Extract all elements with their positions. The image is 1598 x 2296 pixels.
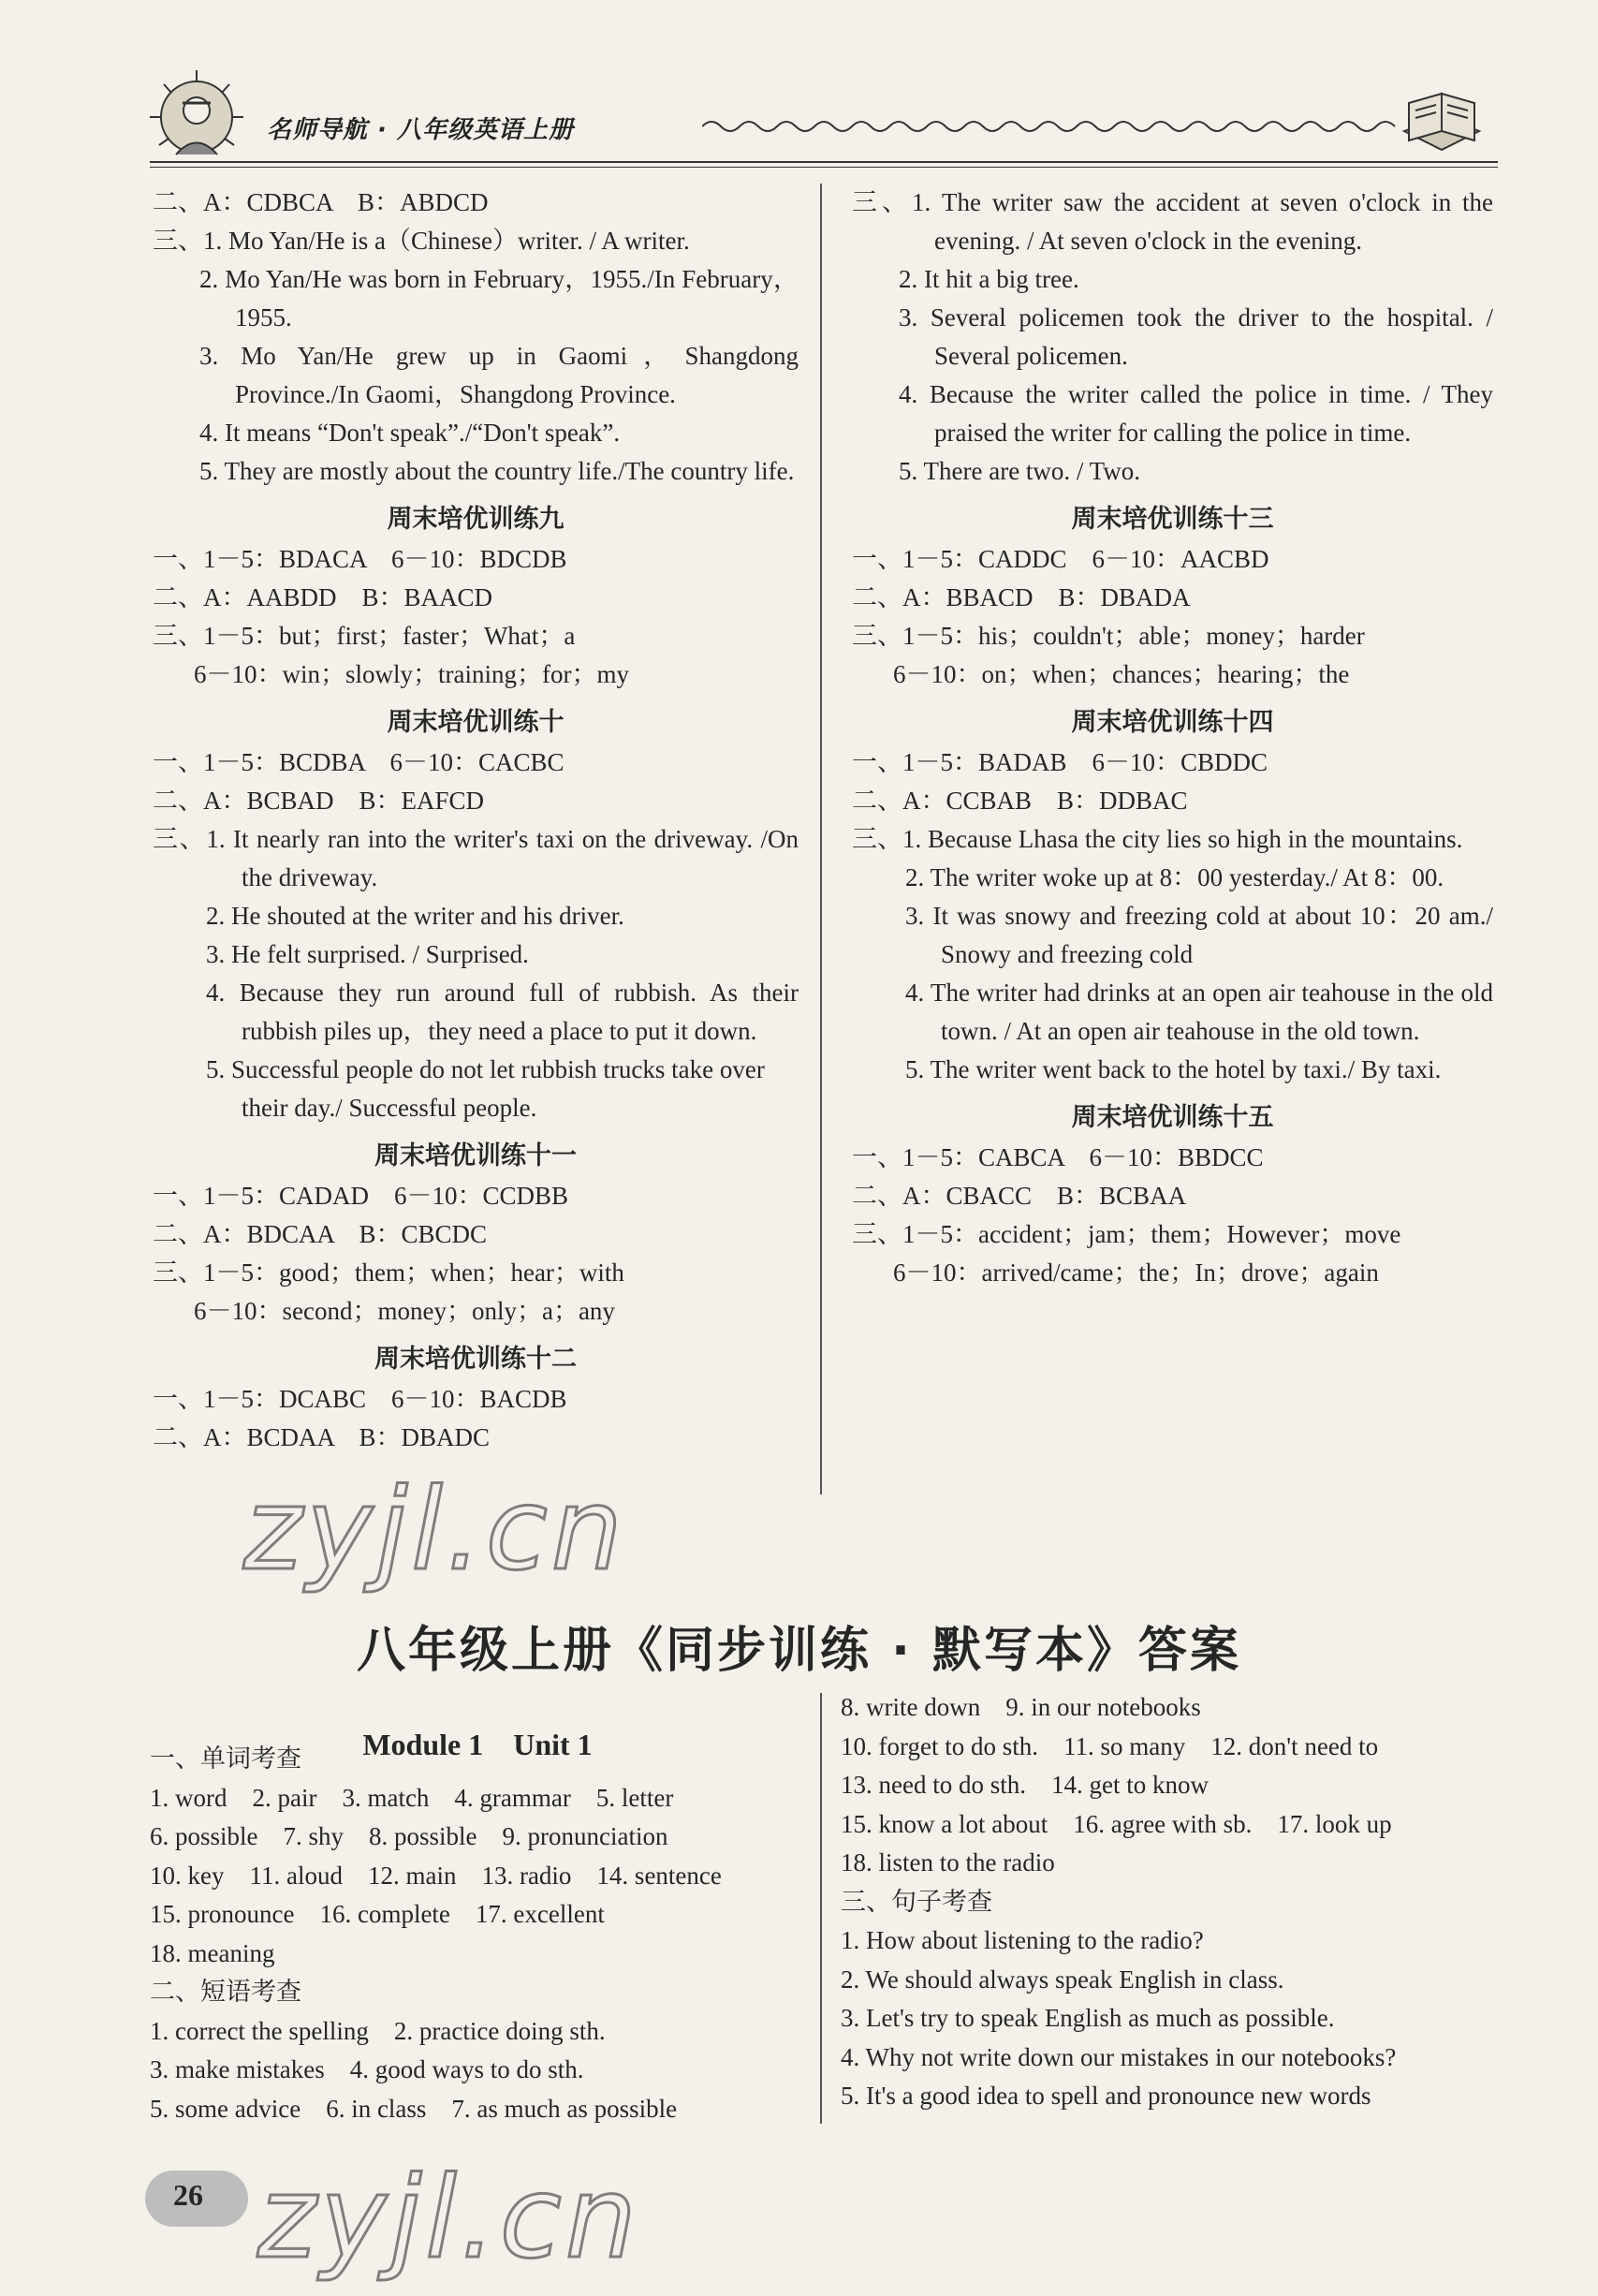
answer-line: 8. write down 9. in our notebooks [841, 1693, 1201, 1721]
dictation-left-column [150, 1740, 805, 2128]
answer-line: 一、1－5：BCDBA 6－10：CACBC [153, 748, 564, 776]
section-title: 周末培优训练十一 [374, 1141, 577, 1170]
answer-line: 6－10：second；money；only；a；any [194, 1297, 615, 1325]
answer-line: 三、1. Mo Yan/He is a（Chinese）writer. / A writer. [153, 227, 690, 255]
dictation-right-column [841, 1688, 1496, 2116]
answer-line: 二、A：CCBAB B：DDBAC [852, 787, 1188, 815]
module-title: Module 1 Unit 1 [362, 1728, 593, 1761]
answer-line: 三、1－5：his；couldn't；able；money；harder [852, 622, 1365, 650]
answer-line: 一、1－5：DCABC 6－10：BACDB [153, 1385, 567, 1413]
answer-line: 3. Let's try to speak English as much as possible. [841, 2004, 1335, 2032]
answer-line: 三、1. Because Lhasa the city lies so high in the mountains. [852, 825, 1463, 853]
answer-line: 一、1－5：BADAB 6－10：CBDDC [852, 748, 1268, 776]
answer-line: 三、1－5：but；first；faster；What；a [153, 622, 576, 650]
answer-line: 4. It means “Don't speak”./“Don't speak”. [199, 419, 621, 447]
answer-line: 13. need to do sth. 14. get to know [841, 1771, 1209, 1799]
answer-line: 6. possible 7. shy 8. possible 9. pronunciation [150, 1822, 668, 1850]
answer-line: 4. Why not write down our mistakes in our notebooks? [841, 2042, 1397, 2071]
section-title: 周末培优训练十二 [374, 1345, 577, 1374]
answer-line: 2. He shouted at the writer and his driver. [206, 902, 624, 930]
column-divider [820, 184, 822, 1494]
answer-line: 2. We should always speak English in class. [841, 1965, 1284, 1994]
answer-line: 15. know a lot about 16. agree with sb. 17. look up [841, 1809, 1392, 1838]
watermark: zyjl.cn [257, 2154, 640, 2284]
answer-line: 1. How about listening to the radio? [841, 1926, 1204, 1954]
left-column [153, 184, 799, 1457]
answer-line: 二、A：BDCAA B：CBCDC [153, 1220, 488, 1248]
answer-line: 6－10：on；when；chances；hearing；the [893, 660, 1350, 688]
right-column [852, 184, 1493, 1292]
answer-line: 10. forget to do sth. 11. so many 12. don't need to [841, 1731, 1379, 1760]
answer-line: 5. The writer went back to the hotel by taxi./ By taxi. [905, 1055, 1442, 1083]
answer-line: 15. pronounce 16. complete 17. excellent [150, 1900, 605, 1928]
section-title: 周末培优训练十五 [1071, 1103, 1274, 1132]
answer-line: 3. It was snowy and freezing cold at about 10：20 am./ Snowy and freezing cold [905, 902, 1493, 968]
answer-line: 一、1－5：CADAD 6－10：CCDBB [153, 1182, 569, 1210]
header-rule-2 [150, 167, 1498, 168]
answer-line: 6－10：arrived/came；the；In；drove；again [893, 1258, 1379, 1287]
answer-line: 2. The writer woke up at 8：00 yesterday./ At 8：00. [905, 863, 1444, 891]
answer-line: 二、A：CDBCA B：ABDCD [153, 188, 489, 216]
answer-line: 4. Because the writer called the police in time. / They praised the writer for calling the police in time. [899, 380, 1493, 447]
answer-line: 三、1－5：good；them；when；hear；with [153, 1258, 624, 1287]
answer-line: 10. key 11. aloud 12. main 13. radio 14. sentence [150, 1861, 722, 1890]
answer-line: 一、1－5：CADDC 6－10：AACBD [852, 545, 1269, 573]
column-divider [820, 1693, 822, 2124]
answer-line: 5. some advice 6. in class 7. as much as possible [150, 2094, 678, 2123]
watermark: zyjl.cn [243, 1465, 626, 1596]
answer-line: 5. Successful people do not let rubbish trucks take over their day./ Successful people. [206, 1055, 765, 1122]
section-heading: 三、句子考查 [841, 1887, 992, 1917]
book-icon [1395, 75, 1488, 159]
page-title: 八年级上册《同步训练 · 默写本》答案 [357, 1623, 1241, 1679]
answer-line: 5. There are two. / Two. [899, 457, 1141, 485]
answer-line: 3. Several policemen took the driver to the hospital. / Several policemen. [899, 303, 1493, 370]
answer-line: 1. word 2. pair 3. match 4. grammar 5. letter [150, 1783, 674, 1812]
section-title: 周末培优训练十三 [1071, 505, 1274, 534]
answer-line: 3. Mo Yan/He grew up in Gaomi，Shangdong Province./In Gaomi，Shangdong Province. [199, 342, 799, 408]
section-title: 周末培优训练九 [387, 505, 564, 534]
section-heading: 二、短语考查 [150, 1978, 301, 2007]
answer-line: 三、1. The writer saw the accident at seven o'clock in the evening. / At seven o'clock in the evening. [852, 188, 1493, 255]
answer-line: 二、A：AABDD B：BAACD [153, 583, 493, 611]
section-title: 周末培优训练十 [387, 708, 564, 737]
answer-line: 18. listen to the radio [841, 1848, 1055, 1877]
answer-line: 二、A：BBACD B：DBADA [852, 583, 1191, 611]
answer-line: 三、1－5：accident；jam；them；However；move [852, 1220, 1401, 1248]
answer-line: 6－10：win；slowly；training；for；my [194, 660, 629, 688]
answer-line: 一、1－5：BDACA 6－10：BDCDB [153, 545, 567, 573]
answer-line: 5. They are mostly about the country life./The country life. [199, 457, 795, 485]
answer-line: 3. He felt surprised. / Surprised. [206, 940, 529, 968]
section-heading: 一、单词考查 [150, 1744, 301, 1774]
answer-line: 二、A：BCBAD B：EAFCD [153, 787, 485, 815]
answer-line: 18. meaning [150, 1938, 275, 1967]
answer-line: 三、1. It nearly ran into the writer's taxi on the driveway. /On the driveway. [153, 825, 799, 891]
header-rule [150, 161, 1498, 163]
section-title: 周末培优训练十四 [1071, 708, 1274, 737]
answer-line: 二、A：BCDAA B：DBADC [153, 1423, 491, 1451]
answer-line: 5. It's a good idea to spell and pronounce new words [841, 2082, 1371, 2110]
answer-line: 4. The writer had drinks at an open air teahouse in the old town. / At an open air teahouse in the old town. [905, 979, 1493, 1045]
answer-line: 4. Because they run around full of rubbish. As their rubbish piles up，they need a place to put it down. [206, 979, 799, 1045]
teacher-logo-icon [140, 66, 271, 169]
header-title: 名师导航 · 八年级英语上册 [267, 116, 574, 144]
wave-divider [702, 112, 1442, 140]
answer-line: 一、1－5：CABCA 6－10：BBDCC [852, 1143, 1264, 1171]
answer-line: 二、A：CBACC B：BCBAA [852, 1182, 1187, 1210]
page-number: 26 [173, 2178, 203, 2212]
answer-line: 2. It hit a big tree. [899, 265, 1079, 293]
answer-line: 1. correct the spelling 2. practice doing sth. [150, 2016, 606, 2045]
answer-line: 3. make mistakes 4. good ways to do sth. [150, 2055, 584, 2083]
page-header [140, 66, 1498, 169]
answer-line: 2. Mo Yan/He was born in February，1955./In February，1955. [199, 265, 799, 331]
